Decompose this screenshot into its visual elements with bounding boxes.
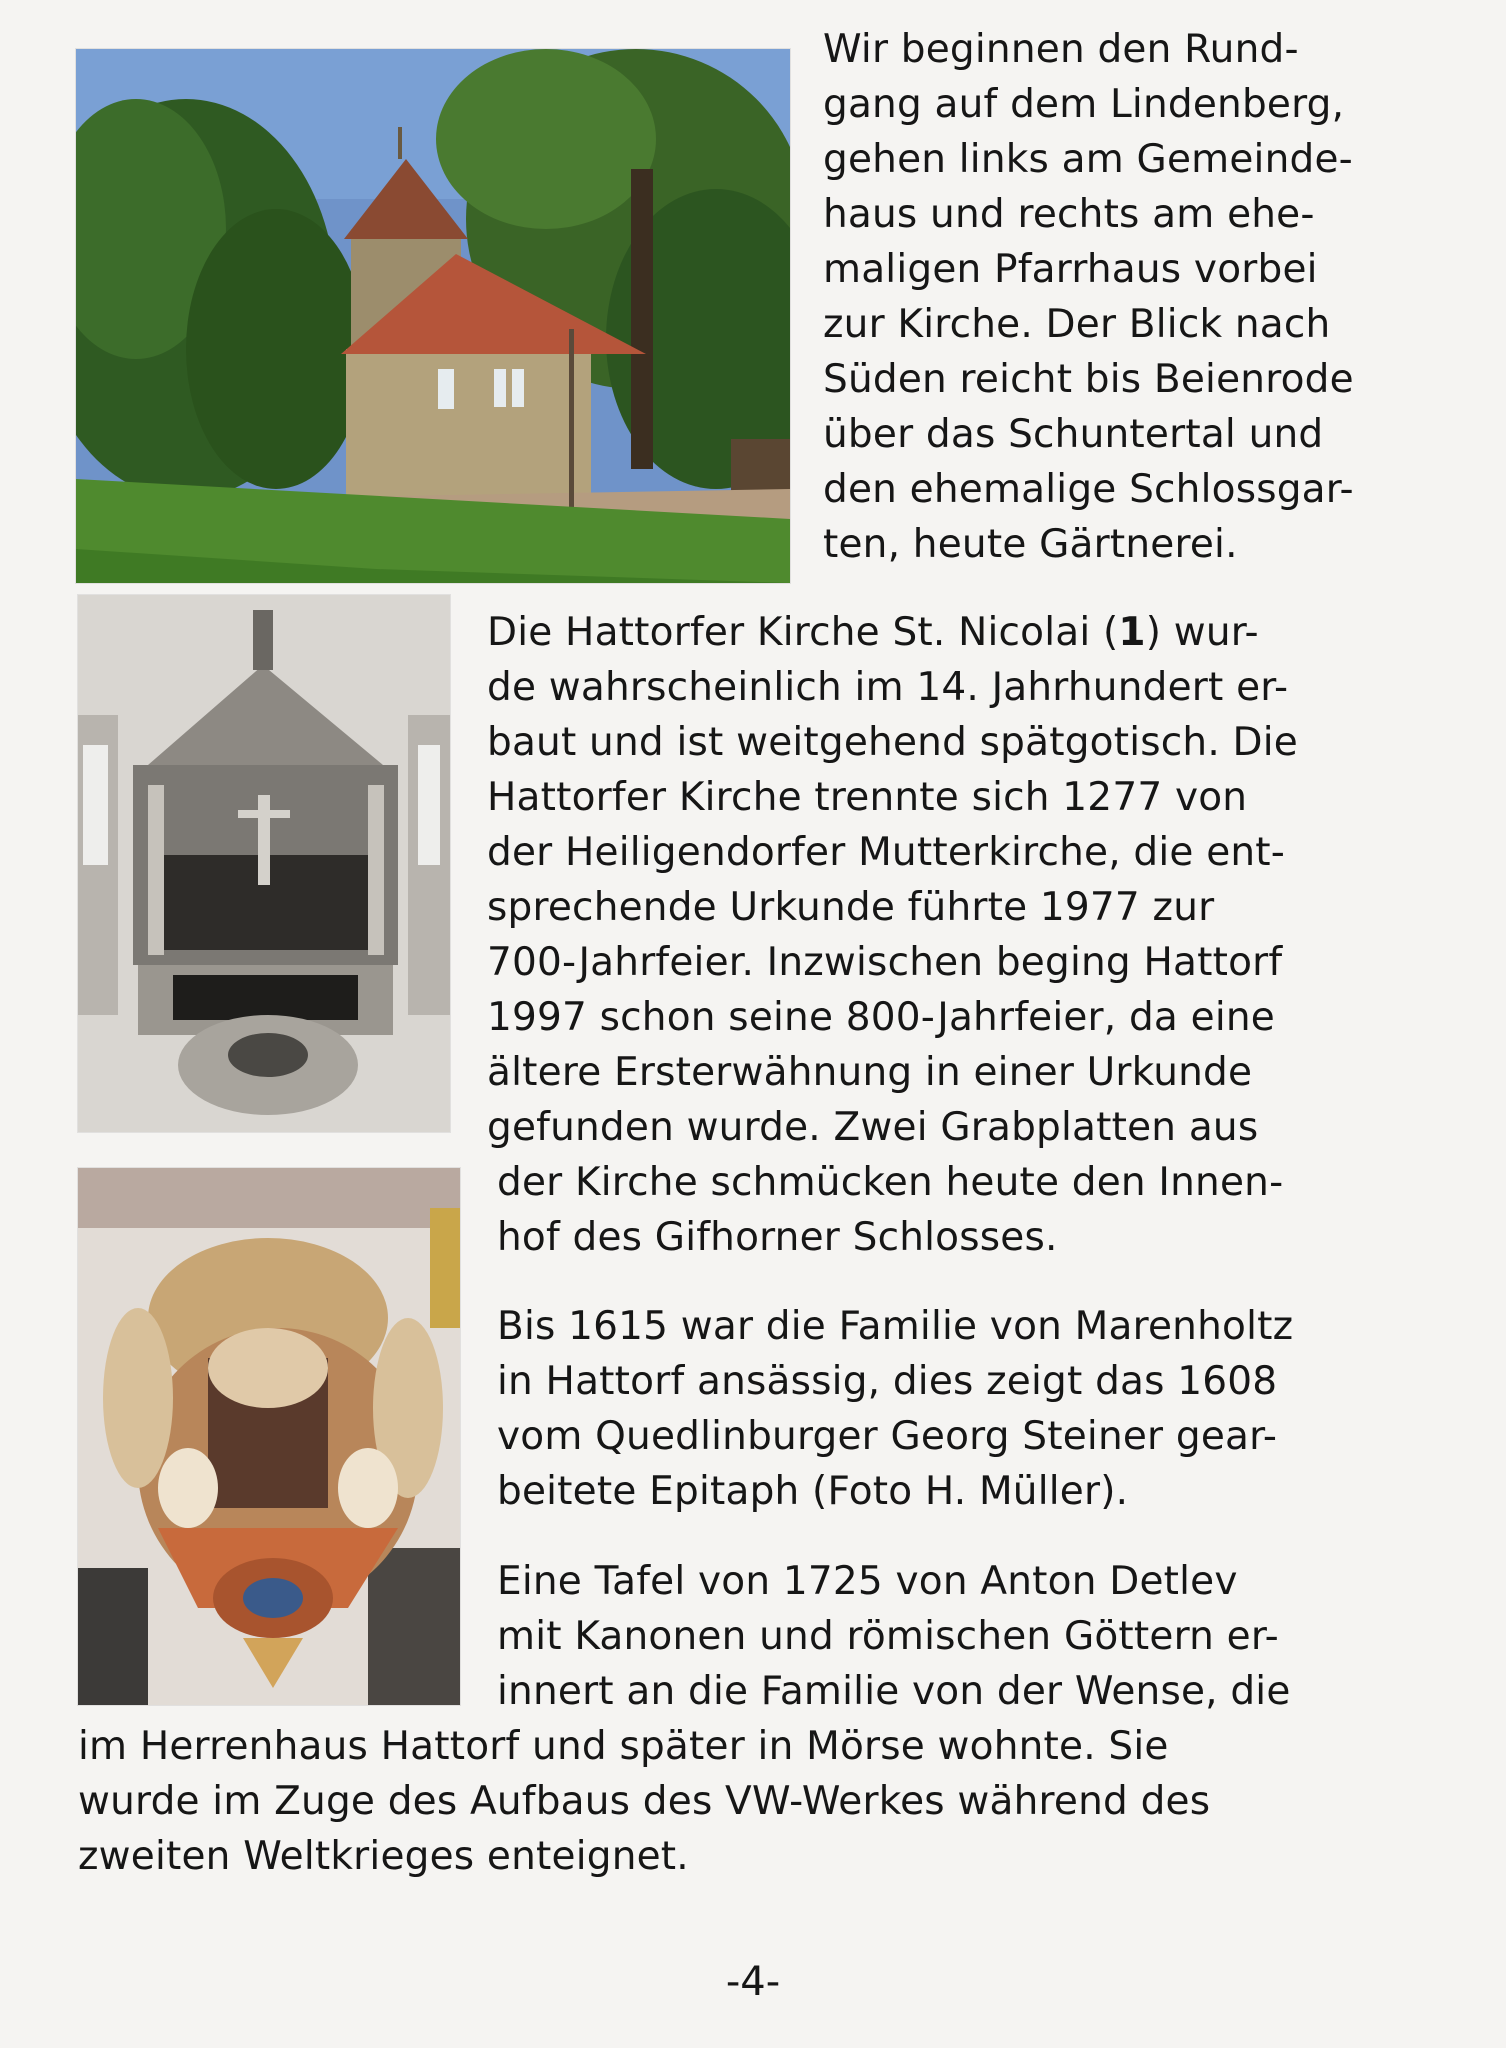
text-line: Bis 1615 war die Familie von Marenholtz (497, 1304, 1294, 1349)
text-line: hof des Gifhorner Schlosses. (497, 1215, 1058, 1260)
text-line: maligen Pfarrhaus vorbei (823, 247, 1318, 292)
text-line: beitete Epitaph (Foto H. Müller). (497, 1469, 1129, 1514)
church-history-paragraph (487, 605, 1298, 1265)
text-line: sprechende Urkunde führte 1977 zur (487, 885, 1215, 930)
altar-photo (78, 595, 450, 1132)
text-line: über das Schuntertal und (823, 412, 1324, 457)
epitaph-photo (78, 1168, 460, 1705)
church-photo (76, 49, 790, 583)
tafel-paragraph-continued (78, 1719, 1210, 1884)
text-line: Eine Tafel von 1725 von Anton Detlev (497, 1559, 1238, 1604)
text-line: Süden reicht bis Beienrode (823, 357, 1354, 402)
text-line: de wahrscheinlich im 14. Jahrhundert er- (487, 665, 1289, 710)
tafel-paragraph (497, 1554, 1291, 1719)
text-line: ältere Ersterwähnung in einer Urkunde (487, 1050, 1253, 1095)
text-line: den ehemalige Schlossgar- (823, 467, 1354, 512)
text-line: innert an die Familie von der Wense, die (497, 1669, 1291, 1714)
text-line: der Heiligendorfer Mutterkirche, die ent- (487, 830, 1286, 875)
text-line: Die Hattorfer Kirche St. Nicolai (1) wur- (487, 610, 1259, 655)
text-line: haus und rechts am ehe- (823, 192, 1315, 237)
text-line: 700-Jahrfeier. Inzwischen beging Hattorf (487, 940, 1283, 985)
text-line: baut und ist weitgehend spätgotisch. Die (487, 720, 1298, 765)
reference-number: 1 (1118, 610, 1146, 655)
text-line: der Kirche schmücken heute den Innen- (497, 1160, 1284, 1205)
text-line: wurde im Zuge des Aufbaus des VW-Werkes während des (78, 1779, 1211, 1824)
text-line: zweiten Weltkrieges enteignet. (78, 1834, 689, 1879)
text-line: vom Quedlinburger Georg Steiner gear- (497, 1414, 1278, 1459)
marenholtz-paragraph (497, 1299, 1293, 1519)
text-line: gang auf dem Lindenberg, (823, 82, 1345, 127)
text-line: Wir beginnen den Rund- (823, 27, 1299, 72)
text-line: ten, heute Gärtnerei. (823, 522, 1238, 567)
page-number: -4- (725, 1959, 781, 2005)
text-line: Hattorfer Kirche trennte sich 1277 von (487, 775, 1248, 820)
text-line: im Herrenhaus Hattorf und später in Mörse wohnte. Sie (78, 1724, 1169, 1769)
text-line: zur Kirche. Der Blick nach (823, 302, 1331, 347)
intro-paragraph (823, 22, 1354, 572)
text-line: mit Kanonen und römischen Göttern er- (497, 1614, 1279, 1659)
text-line: in Hattorf ansässig, dies zeigt das 1608 (497, 1359, 1278, 1404)
text-line: 1997 schon seine 800-Jahrfeier, da eine (487, 995, 1275, 1040)
text-line: gehen links am Gemeinde- (823, 137, 1353, 182)
text-line: gefunden wurde. Zwei Grabplatten aus (487, 1105, 1259, 1150)
